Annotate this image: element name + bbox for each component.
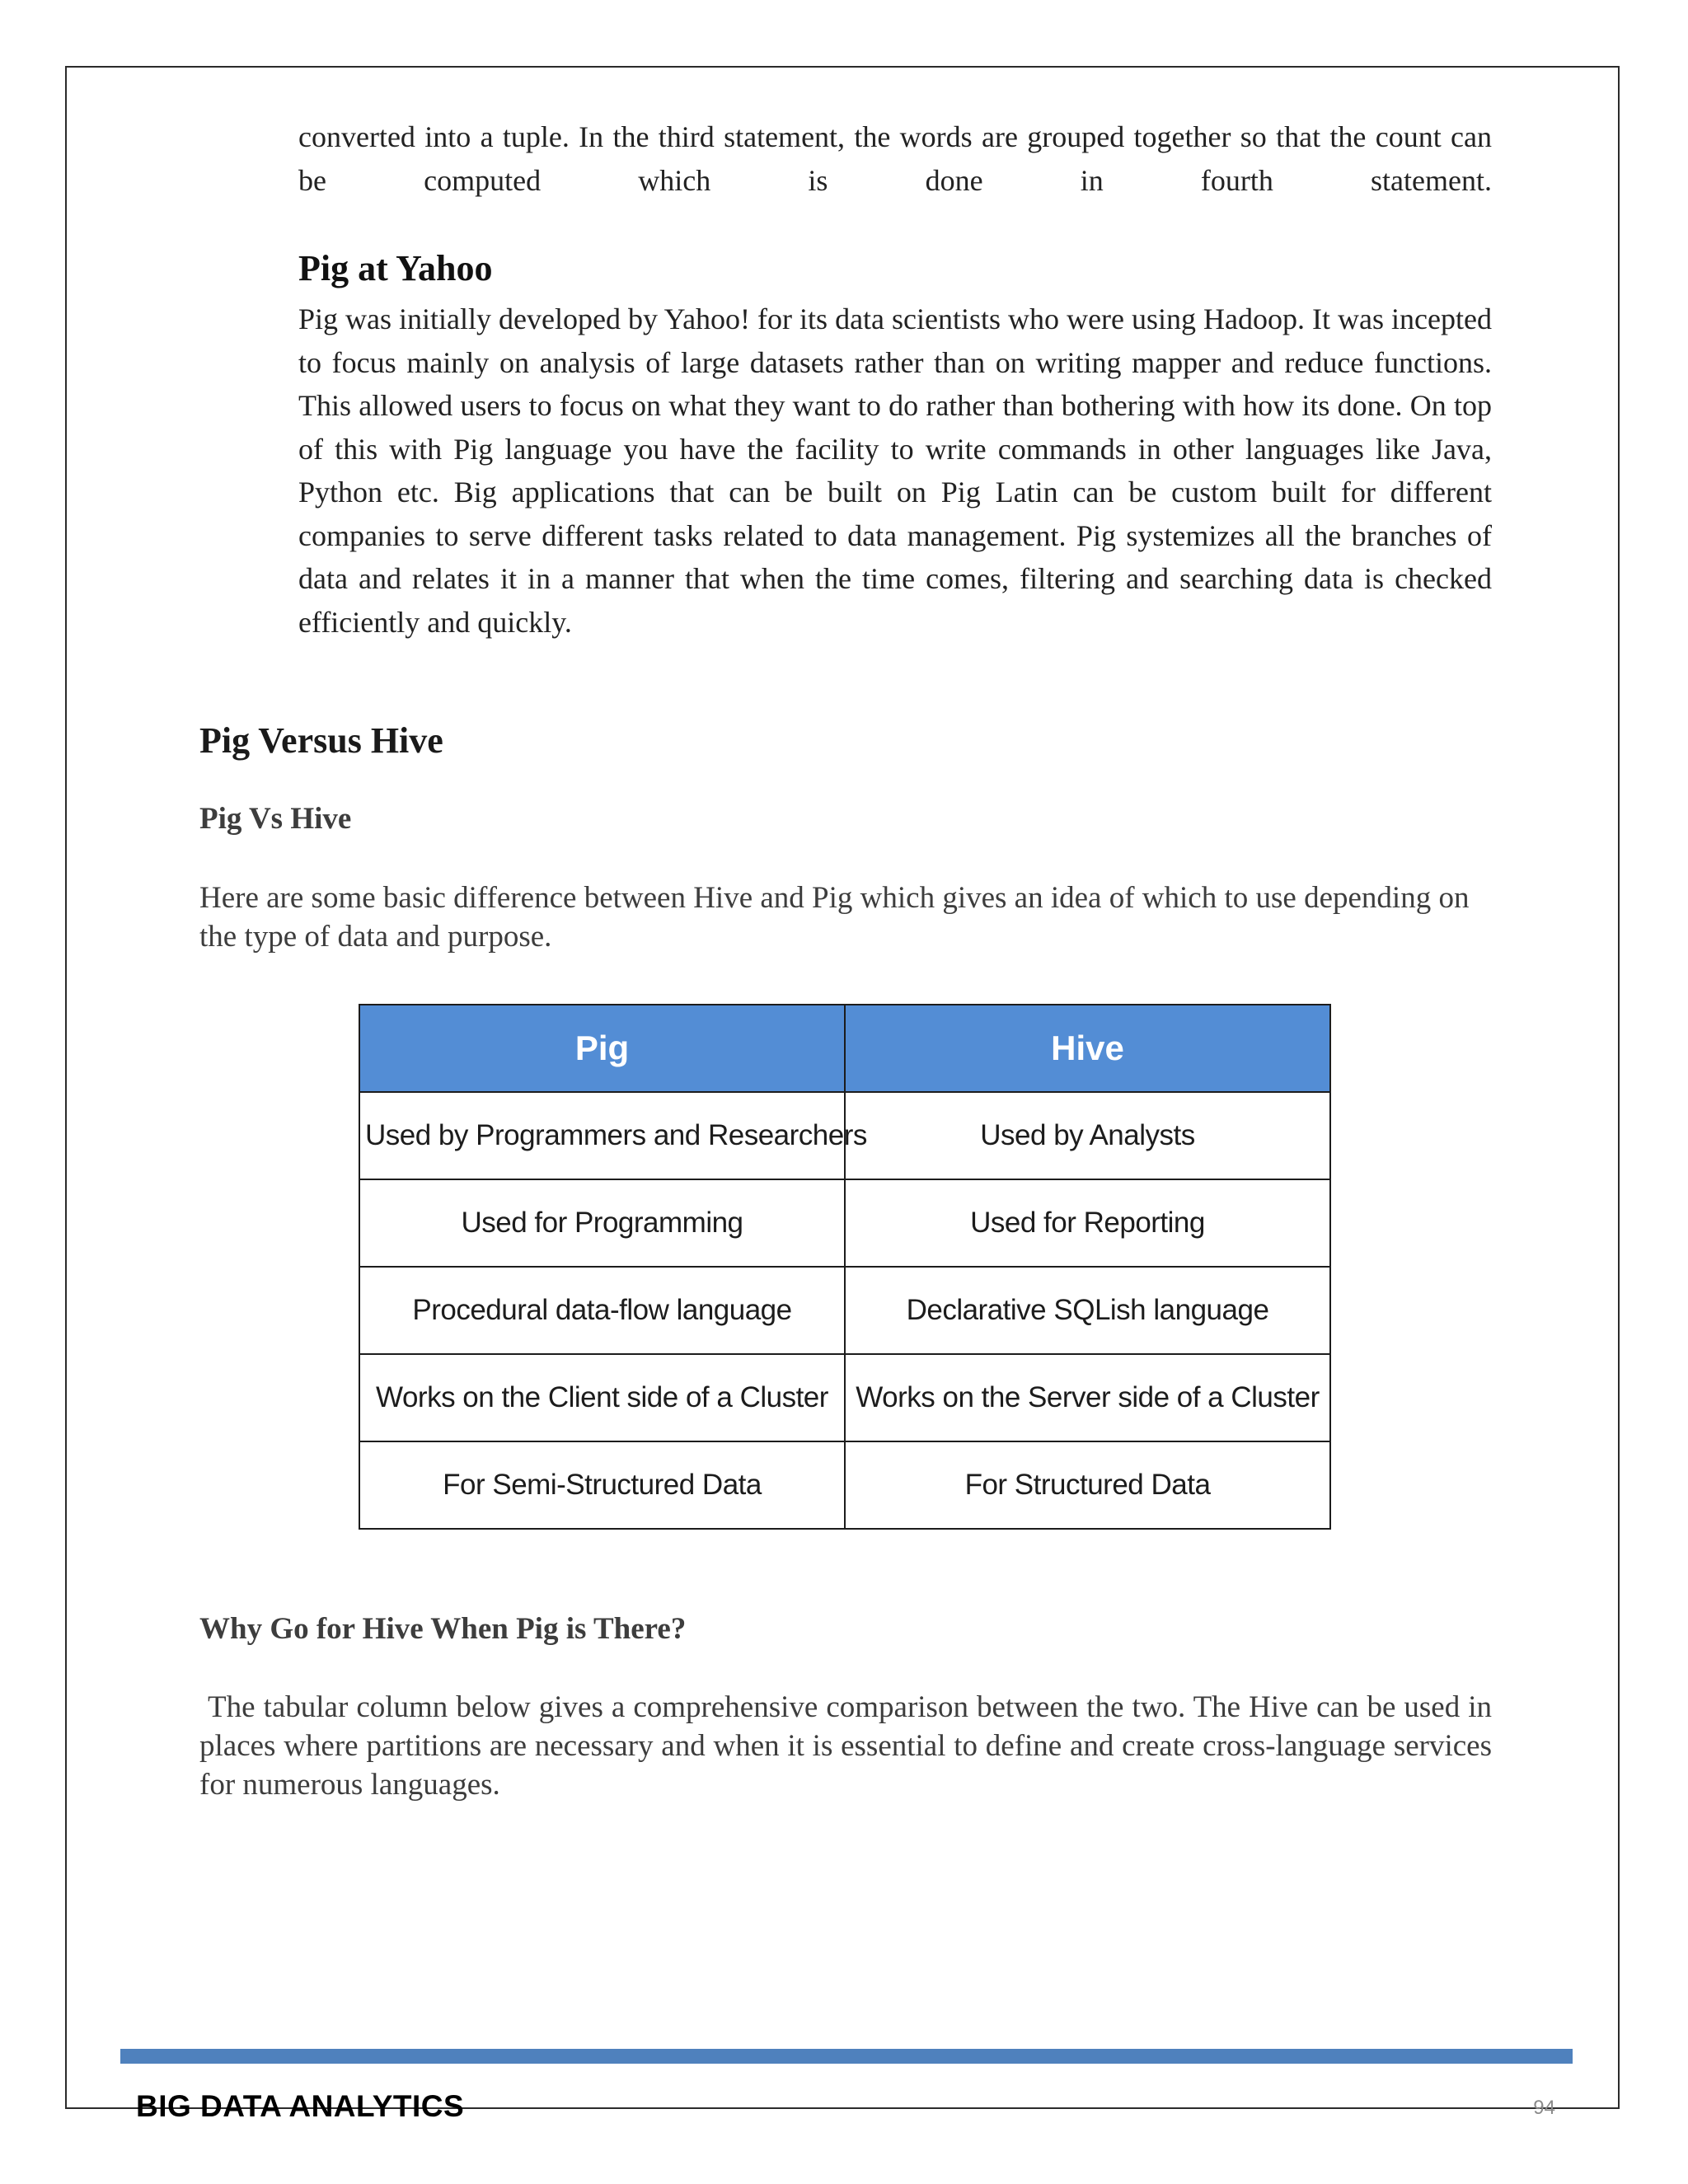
table-cell-hive: Used for Reporting — [845, 1179, 1330, 1267]
table-cell-hive: Works on the Server side of a Cluster — [845, 1354, 1330, 1441]
footer-bar — [120, 2049, 1573, 2064]
footer-title: BIG DATA ANALYTICS — [136, 2089, 465, 2123]
table-row — [359, 1092, 1330, 1179]
table-row — [359, 1354, 1330, 1441]
table-header-row — [359, 1005, 1330, 1092]
column-header-hive: Hive — [845, 1005, 1330, 1092]
pig-hive-comparison-table — [359, 1004, 1331, 1530]
table-row — [359, 1441, 1330, 1529]
intro-paragraph: converted into a tuple. In the third statement, the words are grouped together so that the count can be computed which is done in fourth statement. — [298, 120, 1492, 197]
table-cell-pig: Used for Programming — [359, 1179, 845, 1267]
pig-vs-hive-subheading: Pig Vs Hive — [199, 802, 352, 836]
difference-intro-paragraph: Here are some basic difference between Hive and Pig which gives an idea of which to use depending on the type of data and purpose. — [199, 881, 1470, 954]
column-header-pig: Pig — [359, 1005, 845, 1092]
table-row — [359, 1267, 1330, 1354]
pig-at-yahoo-heading: Pig at Yahoo — [298, 248, 493, 288]
table-cell-hive: Used by Analysts — [845, 1092, 1330, 1179]
table-cell-pig: Used by Programmers and Researchers — [359, 1092, 845, 1179]
table-cell-pig: Works on the Client side of a Cluster — [359, 1354, 845, 1441]
pig-versus-hive-heading: Pig Versus Hive — [199, 720, 443, 761]
why-hive-paragraph: The tabular column below gives a comprehensive comparison between the two. The Hive can be used in places where partitions are necessary and when it is essential to define and create cross-language services for numerous languages. — [199, 1690, 1500, 1802]
pig-at-yahoo-paragraph: Pig was initially developed by Yahoo! for its data scientists who were using Hadoop. It was incepted to focus mainly on analysis of large datasets rather than on writing mapper and reduce functions. This allowed users to focus on what they want to do rather than bothering with how its done. On top of this with Pig language you have the facility to write commands in other languages like Java, Python etc. Big applications that can be built on Pig Latin can be custom built for different companies to serve different tasks related to data management. Pig systemizes all the branches of data and relates it in a manner that when the time comes, filtering and searching data is checked efficiently and quickly. — [298, 302, 1492, 639]
page-number: 94 — [1533, 2097, 1555, 2119]
table-cell-pig: For Semi-Structured Data — [359, 1441, 845, 1529]
table-cell-hive: For Structured Data — [845, 1441, 1330, 1529]
table-cell-hive: Declarative SQLish language — [845, 1267, 1330, 1354]
table-cell-pig: Procedural data-flow language — [359, 1267, 845, 1354]
table-row — [359, 1179, 1330, 1267]
why-hive-heading: Why Go for Hive When Pig is There? — [199, 1612, 687, 1646]
